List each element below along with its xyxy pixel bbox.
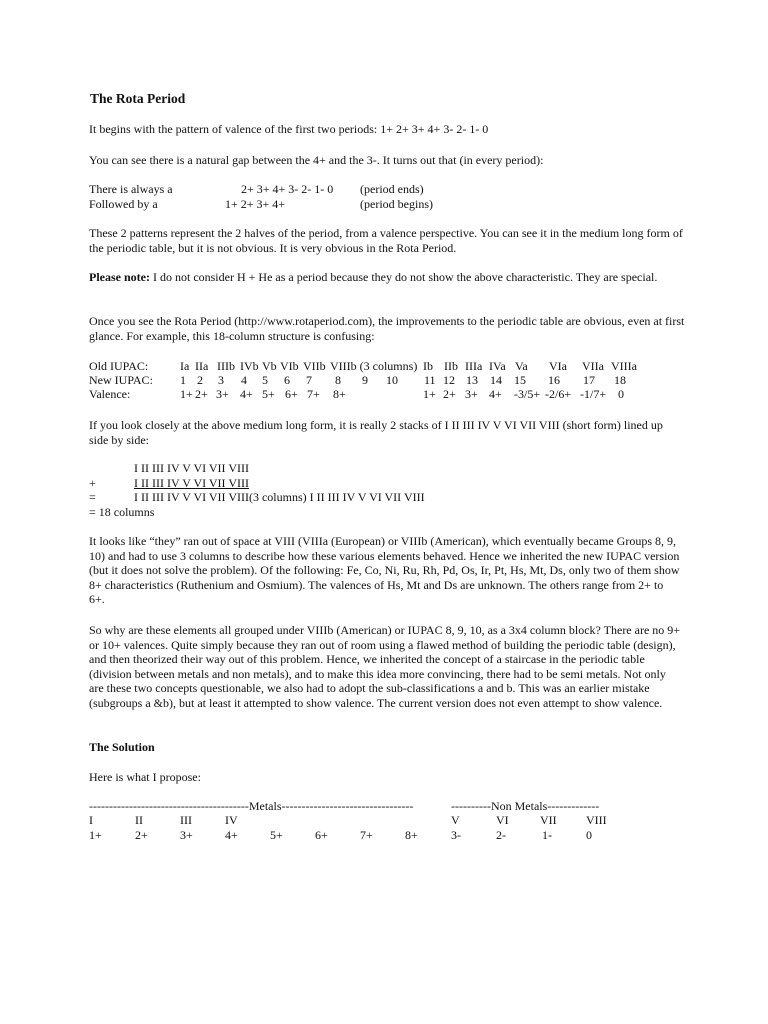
note-paragraph bbox=[89, 270, 679, 285]
valence-value: 0 bbox=[586, 828, 592, 842]
pattern-label: Followed by a bbox=[89, 197, 158, 211]
nonmetals-header: ----------Non Metals------------- bbox=[451, 799, 600, 813]
valence-value: 3- bbox=[451, 828, 461, 842]
table18-row-label: Old IUPAC: bbox=[89, 359, 149, 373]
why-paragraph: So why are these elements all grouped under VIIIb (American) or IUPAC 8, 9, 10, as a 3x4 column block? There are no 9+ or 10+ valences. Quite simply because they ran out of room using a flawed method of building the periodic table (design), and then theorized their way out of this problem. Hence, we inherited the concept of a staircase in the periodic table (division between metals and non metals), and to make this idea more convincing, there had to be semi metals. Not only are these two concepts questionable, we also had to adopt the sub-classifications a and b. This was an earlier mistake (subgroups a &b), but at least it attempted to show valence. The current version does not even attempt to show valence. bbox=[89, 623, 681, 710]
table18-cell: 4 bbox=[241, 373, 247, 387]
group-label: IV bbox=[225, 813, 238, 827]
table18-cell: IVa bbox=[489, 359, 506, 373]
propose-paragraph: Here is what I propose: bbox=[89, 770, 201, 784]
table18-cell: IIIa bbox=[465, 359, 483, 373]
stack-text: I II III IV V VI VII VIII bbox=[134, 476, 249, 490]
table18-cell: 3+ bbox=[216, 387, 229, 401]
table18-cell: 13 bbox=[466, 373, 478, 387]
pattern-values: 1+ 2+ 3+ 4+ bbox=[225, 197, 286, 211]
table18-cell: 0 bbox=[618, 387, 624, 401]
pattern-note: (period begins) bbox=[360, 197, 433, 211]
pattern-values: 2+ 3+ 4+ 3- 2- 1- 0 bbox=[241, 182, 334, 196]
table18-cell: 3+ bbox=[465, 387, 478, 401]
table18-cell: -3/5+ bbox=[514, 387, 541, 401]
group-label: VII bbox=[540, 813, 557, 827]
table18-cell: 5+ bbox=[262, 387, 275, 401]
table18-cell: VIb bbox=[280, 359, 299, 373]
valence-value: 6+ bbox=[315, 828, 328, 842]
table18-cell: 17 bbox=[583, 373, 595, 387]
once-paragraph: Once you see the Rota Period (http://www.rotaperiod.com), the improvements to the periodic table are obvious, even at first glance. For example, this 18-column structure is confusing: bbox=[89, 314, 685, 343]
group-label: VI bbox=[496, 813, 509, 827]
table18-cell: 4+ bbox=[489, 387, 502, 401]
valence-value: 1+ bbox=[89, 828, 102, 842]
table18-cell: VIIa bbox=[582, 359, 604, 373]
valence-value: 5+ bbox=[270, 828, 283, 842]
table18-cell: 9 bbox=[362, 373, 368, 387]
table18-cell: 6 bbox=[284, 373, 290, 387]
stack-text: I II III IV V VI VII VIII(3 columns) I II III IV V VI VII VIII bbox=[134, 490, 425, 504]
page-title: The Rota Period bbox=[90, 91, 186, 106]
table18-cell: IVb bbox=[240, 359, 259, 373]
table18-cell: 8 bbox=[335, 373, 341, 387]
table18-cell: Ib bbox=[423, 359, 433, 373]
table18-cell: 18 bbox=[614, 373, 626, 387]
table18-cell: -1/7+ bbox=[580, 387, 607, 401]
table18-cell: IIIb bbox=[217, 359, 235, 373]
valence-value: 4+ bbox=[225, 828, 238, 842]
table18-cell: 8+ bbox=[333, 387, 346, 401]
valence-value: 1- bbox=[542, 828, 552, 842]
intro-paragraph: It begins with the pattern of valence of the first two periods: 1+ 2+ 3+ 4+ 3- 2- 1- 0 bbox=[89, 122, 489, 136]
table18-cell: 1+ bbox=[180, 387, 193, 401]
table18-cell: 2+ bbox=[195, 387, 208, 401]
table18-cell: 12 bbox=[443, 373, 455, 387]
table18-cell: 1 bbox=[180, 373, 186, 387]
metals-header: ----------------------------------------Metals--------------------------------- bbox=[89, 799, 414, 813]
table18-row-label: New IUPAC: bbox=[89, 373, 153, 387]
table18-cell: 7 bbox=[306, 373, 312, 387]
table18-cell: 1+ bbox=[423, 387, 436, 401]
valence-value: 2+ bbox=[135, 828, 148, 842]
table18-row-label: Valence: bbox=[89, 387, 131, 401]
closely-paragraph: If you look closely at the above medium long form, it is really 2 stacks of I II III IV V VI VII VIII (short form) lined up side by side: bbox=[89, 418, 663, 447]
table18-cell: 5 bbox=[262, 373, 268, 387]
table18-cell: IIa bbox=[195, 359, 209, 373]
stack-operator: = bbox=[89, 490, 96, 504]
table18-cell: 15 bbox=[514, 373, 526, 387]
table18-cell: 14 bbox=[490, 373, 502, 387]
table18-cell: Va bbox=[515, 359, 528, 373]
group-label: II bbox=[135, 813, 143, 827]
table18-cell: 4+ bbox=[240, 387, 253, 401]
halves-paragraph: These 2 patterns represent the 2 halves of the period, from a valence perspective. You can see it in the medium long form of the periodic table, but it is not obvious. It is very obvious in the Rota Period. bbox=[89, 226, 683, 255]
stack-text: I II III IV V VI VII VIII bbox=[134, 461, 249, 475]
table18-cell: VIa bbox=[549, 359, 567, 373]
group-label: V bbox=[451, 813, 460, 827]
table18-cell: 10 bbox=[386, 373, 398, 387]
stack-operator: + bbox=[89, 476, 96, 490]
looks-paragraph: It looks like “they” ran out of space at VIII (VIIIa (European) or VIIIb (American), which eventually became Groups 8, 9, 10) and had to use 3 columns to describe how these various elements behaved. Hence we inherited the new IUPAC version (but it does not solve the problem). Of the following: Fe, Co, Ni, Ru, Rh, Pd, Os, Ir, Pt, Hs, Mt, Ds, only two of them show 8+ characteristics (Ruthenium and Osmium). The valences of Hs, Mt and Ds are unknown. The others range from 2+ to 6+. bbox=[89, 534, 680, 606]
table18-cell: 2+ bbox=[443, 387, 456, 401]
valence-value: 8+ bbox=[405, 828, 418, 842]
valence-value: 7+ bbox=[360, 828, 373, 842]
stack-result-text: = 18 columns bbox=[89, 505, 155, 519]
group-label: VIII bbox=[586, 813, 607, 827]
table18-cell: -2/6+ bbox=[545, 387, 572, 401]
note-label: Please note: bbox=[89, 270, 150, 284]
note-text: I do not consider H + He as a period because they do not show the above characteristic. They are special. bbox=[149, 270, 658, 284]
pattern-note: (period ends) bbox=[360, 182, 424, 196]
table18-cell: 2 bbox=[197, 373, 203, 387]
table18-cell: 7+ bbox=[307, 387, 320, 401]
table18-cell: VIIb bbox=[303, 359, 326, 373]
valence-value: 3+ bbox=[180, 828, 193, 842]
pattern-label: There is always a bbox=[89, 182, 173, 196]
table18-cell: 3 bbox=[218, 373, 224, 387]
table18-cell: Ia bbox=[180, 359, 190, 373]
table18-cell: IIb bbox=[444, 359, 458, 373]
table18-cell: Vb bbox=[262, 359, 277, 373]
table18-cell: 11 bbox=[424, 373, 436, 387]
table18-cell: VIIIa bbox=[611, 359, 637, 373]
group-label: III bbox=[180, 813, 192, 827]
table18-cell: 6+ bbox=[285, 387, 298, 401]
group-label: I bbox=[89, 813, 93, 827]
gap-paragraph: You can see there is a natural gap between the 4+ and the 3-. It turns out that (in every period): bbox=[89, 153, 544, 167]
solution-heading: The Solution bbox=[89, 740, 155, 754]
table18-cell: 16 bbox=[548, 373, 560, 387]
table18-cell: VIIIb (3 columns) bbox=[330, 359, 418, 373]
valence-value: 2- bbox=[496, 828, 506, 842]
